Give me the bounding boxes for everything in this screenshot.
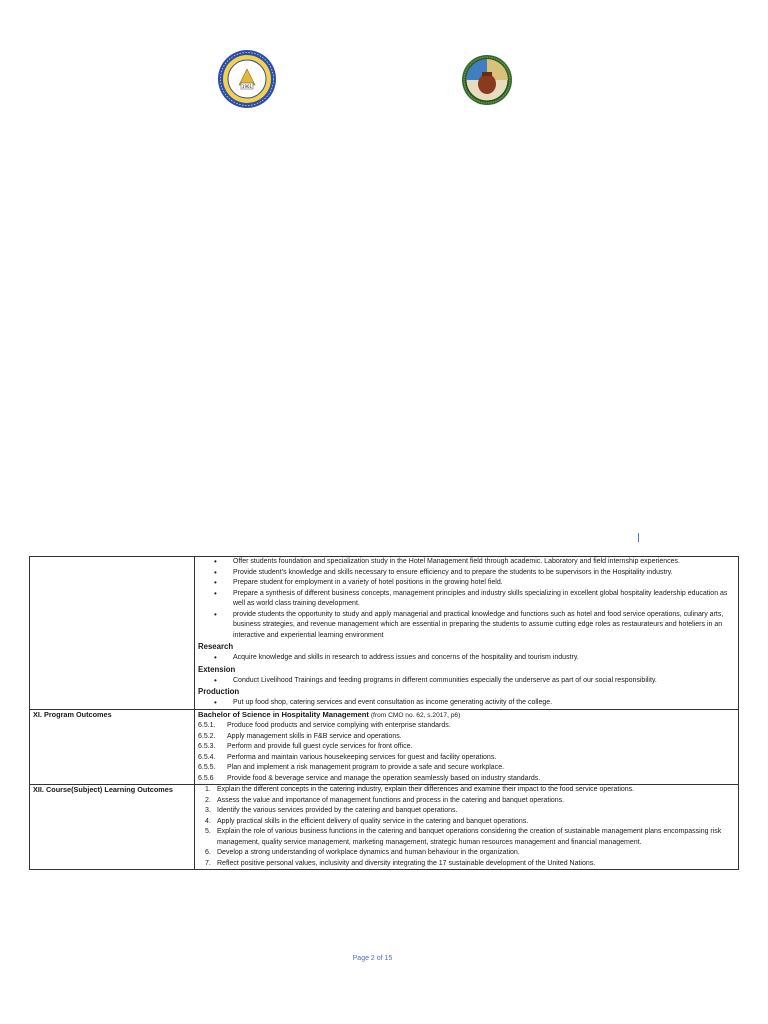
page-number: Page 2 of 15	[352, 955, 393, 962]
item-text: Explain the role of various business functions in the catering and banquet operations considering the creation of sustainable management plans encompassing risk management, quality service management, marketing management, strategic human resources management and financial management.	[217, 828, 722, 846]
program-title: Bachelor of Science in Hospitality Management	[198, 709, 369, 719]
list-item	[205, 827, 735, 848]
list-item: • Acquire knowledge and skills in research to address issues and concerns of the hospitality and tourism industry.	[233, 653, 735, 664]
item-number: 1.	[205, 786, 211, 793]
list-item: • provide students the opportunity to study and apply managerial and practical knowledge and functions such as hotel and food service operations, culinary arts, business strategies, and revenue management which are essential in preparing the students to assume cutting edge roles as restaurateurs and hoteliers in an interactive and experiential learning environment	[233, 610, 735, 642]
outcome-number: 6.5.2.	[198, 732, 216, 740]
item-text: Explain the different concepts in the catering industry, explain their differences and examine their impact to the food service operations.	[217, 786, 635, 793]
objectives-list	[198, 557, 735, 641]
program-reference: (from CMO no. 62, s.2017, p6)	[370, 711, 461, 719]
university-seal-logo	[217, 49, 277, 109]
list-item	[205, 806, 735, 817]
item-text: Apply practical skills in the efficient delivery of quality service in the catering and banquet operations.	[217, 817, 529, 825]
program-outcomes-content	[195, 709, 739, 785]
objectives-content-cell	[195, 557, 739, 710]
outcome-text: Produce food products and service complying with enterprise standards.	[227, 722, 451, 729]
course-outcomes-label: XII. Course(Subject) Learning Outcomes	[30, 785, 195, 870]
table-row-course-outcomes	[30, 785, 739, 870]
item-text: Identify the various services provided by the catering and banquet operations.	[217, 807, 458, 814]
item-number: 7.	[205, 859, 211, 867]
research-heading: Research	[198, 642, 234, 651]
outcome-text: Perform and provide full guest cycle services for front office.	[227, 743, 413, 750]
extension-heading: Extension	[198, 664, 236, 674]
course-outcomes-list	[198, 785, 735, 869]
outcome-number: 6.5.6	[198, 774, 214, 782]
list-item	[205, 848, 735, 859]
list-item: • Provide student’s knowledge and skills necessary to ensure efficiency and to prepare the students to be supervisors in the Hospitality industry.	[233, 568, 735, 579]
seal-year: 1961	[241, 84, 253, 89]
program-outcomes-label: XI. Program Outcomes	[30, 709, 195, 785]
item-number: 4.	[205, 817, 211, 825]
program-outcome-item	[198, 774, 735, 785]
program-outcomes-title-line	[198, 710, 735, 722]
list-item: • Put up food shop, catering services and event consultation as income generating activity of the college.	[233, 698, 735, 709]
outcome-text: Plan and implement a risk management program to provide a safe and secure workplace.	[227, 764, 505, 771]
outcome-text: Provide food & beverage service and manage the operation seamlessly based on industry standards.	[227, 774, 541, 782]
list-item	[205, 796, 735, 807]
outcome-number: 6.5.3.	[198, 743, 216, 750]
program-outcome-item	[198, 753, 735, 764]
table-row-program-outcomes	[30, 709, 739, 785]
course-outcomes-content	[195, 785, 739, 870]
program-outcome-item	[198, 732, 735, 743]
item-text: Assess the value and importance of management functions and process in the catering and banquet operations.	[217, 796, 565, 804]
list-item	[205, 859, 735, 870]
objectives-label-cell	[30, 557, 195, 710]
outcome-number: 6.5.5.	[198, 764, 216, 771]
college-seal-logo	[461, 54, 513, 106]
list-item: • Conduct Livelihood Trainings and feeding programs in different communities especially the underserve as part of our social responsibility.	[233, 676, 735, 687]
program-outcome-item	[198, 763, 735, 774]
item-text: Reflect positive personal values, inclusivity and diversity integrating the 17 sustainable development of the United Nations.	[217, 859, 596, 867]
outcome-number: 6.5.1.	[198, 722, 216, 729]
text-cursor-mark	[638, 533, 639, 542]
list-item: • Offer students foundation and specialization study in the Hotel Management field through academic. Laboratory and field internship experiences.	[233, 557, 735, 568]
extension-list	[198, 676, 735, 687]
outcome-text: Performa and maintain various housekeeping services for guest and facility operations.	[227, 753, 497, 761]
table-row-objectives	[30, 557, 739, 710]
list-item: • Prepare a synthesis of different business concepts, management principles and industry skills specializing in excellent global hospitality leadership education as well as world class training development.	[233, 589, 735, 610]
item-number: 3.	[205, 807, 211, 814]
list-item	[205, 817, 735, 828]
item-number: 6.	[205, 849, 211, 856]
program-outcome-item	[198, 742, 735, 753]
production-heading: Production	[198, 687, 240, 696]
program-outcome-item	[198, 721, 735, 732]
item-number: 5.	[205, 828, 211, 835]
item-number: 2.	[205, 796, 211, 804]
syllabus-table	[29, 556, 739, 870]
outcome-text: Apply management skills in F&B service and operations.	[227, 732, 402, 740]
list-item	[205, 785, 735, 796]
production-list	[198, 698, 735, 709]
item-text: Develop a strong understanding of workplace dynamics and human behaviour in the organization.	[217, 849, 520, 856]
list-item: • Prepare student for employment in a variety of hotel positions in the growing hotel field.	[233, 578, 735, 589]
outcome-number: 6.5.4.	[198, 753, 216, 761]
research-list	[198, 653, 735, 664]
